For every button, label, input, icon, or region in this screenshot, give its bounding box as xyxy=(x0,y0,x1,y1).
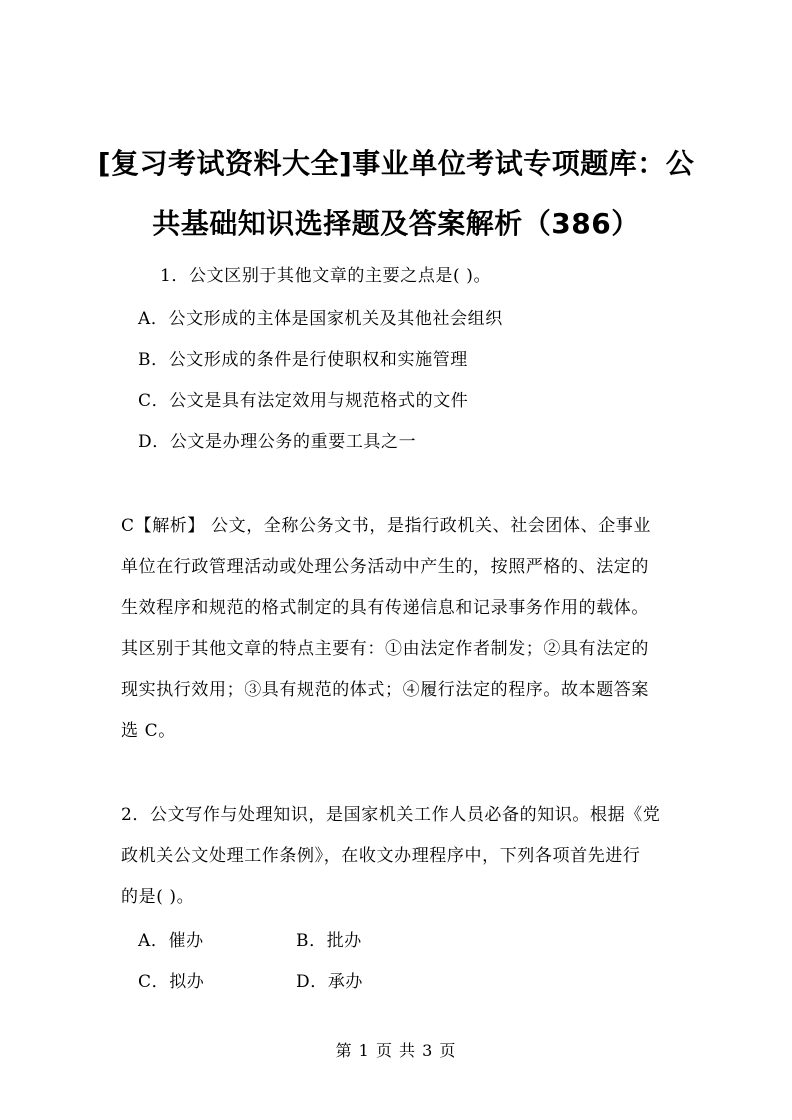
question-1-option-b: B．公文形成的条件是行使职权和实施管理 xyxy=(138,350,468,370)
explanation-1-line-2: 单位在行政管理活动或处理公务活动中产生的，按照严格的、法定的 xyxy=(121,557,649,577)
question-2-stem-line-1: 2．公文写作与处理知识，是国家机关工作人员必备的知识。根据《党 xyxy=(121,805,661,825)
question-1-stem: 1．公文区别于其他文章的主要之点是( )。 xyxy=(160,266,492,286)
question-2-option-a: A．催办 xyxy=(138,931,204,951)
question-2-stem-line-3: 的是( )。 xyxy=(121,887,195,907)
document-title-line-2: 共基础知识选择题及答案解析（386） xyxy=(152,207,640,240)
question-1-option-d: D．公文是办理公务的重要工具之一 xyxy=(138,432,417,452)
explanation-1-line-3: 生效程序和规范的格式制定的具有传递信息和记录事务作用的载体。 xyxy=(121,598,649,618)
question-2-option-b: B．批办 xyxy=(296,931,362,951)
question-1-option-a: A．公文形成的主体是国家机关及其他社会组织 xyxy=(138,309,503,329)
question-2-option-c: C．拟办 xyxy=(138,972,205,992)
explanation-1-line-1: C【解析】 公文，全称公务文书，是指行政机关、社会团体、企事业 xyxy=(121,516,652,536)
question-2-stem-line-2: 政机关公文处理工作条例》，在收文办理程序中，下列各项首先进行 xyxy=(121,846,641,866)
page-footer: 第 1 页 共 3 页 xyxy=(335,1041,457,1060)
question-2-option-d: D．承办 xyxy=(296,972,364,992)
explanation-1-line-6: 选 C。 xyxy=(121,721,176,741)
question-1-option-c: C．公文是具有法定效用与规范格式的文件 xyxy=(138,391,469,411)
explanation-1-line-5: 现实执行效用；③具有规范的体式；④履行法定的程序。故本题答案 xyxy=(121,680,649,700)
explanation-1-line-4: 其区别于其他文章的特点主要有：①由法定作者制发；②具有法定的 xyxy=(121,639,649,659)
document-title-line-1: [复习考试资料大全]事业单位考试专项题库：公 xyxy=(97,147,695,180)
